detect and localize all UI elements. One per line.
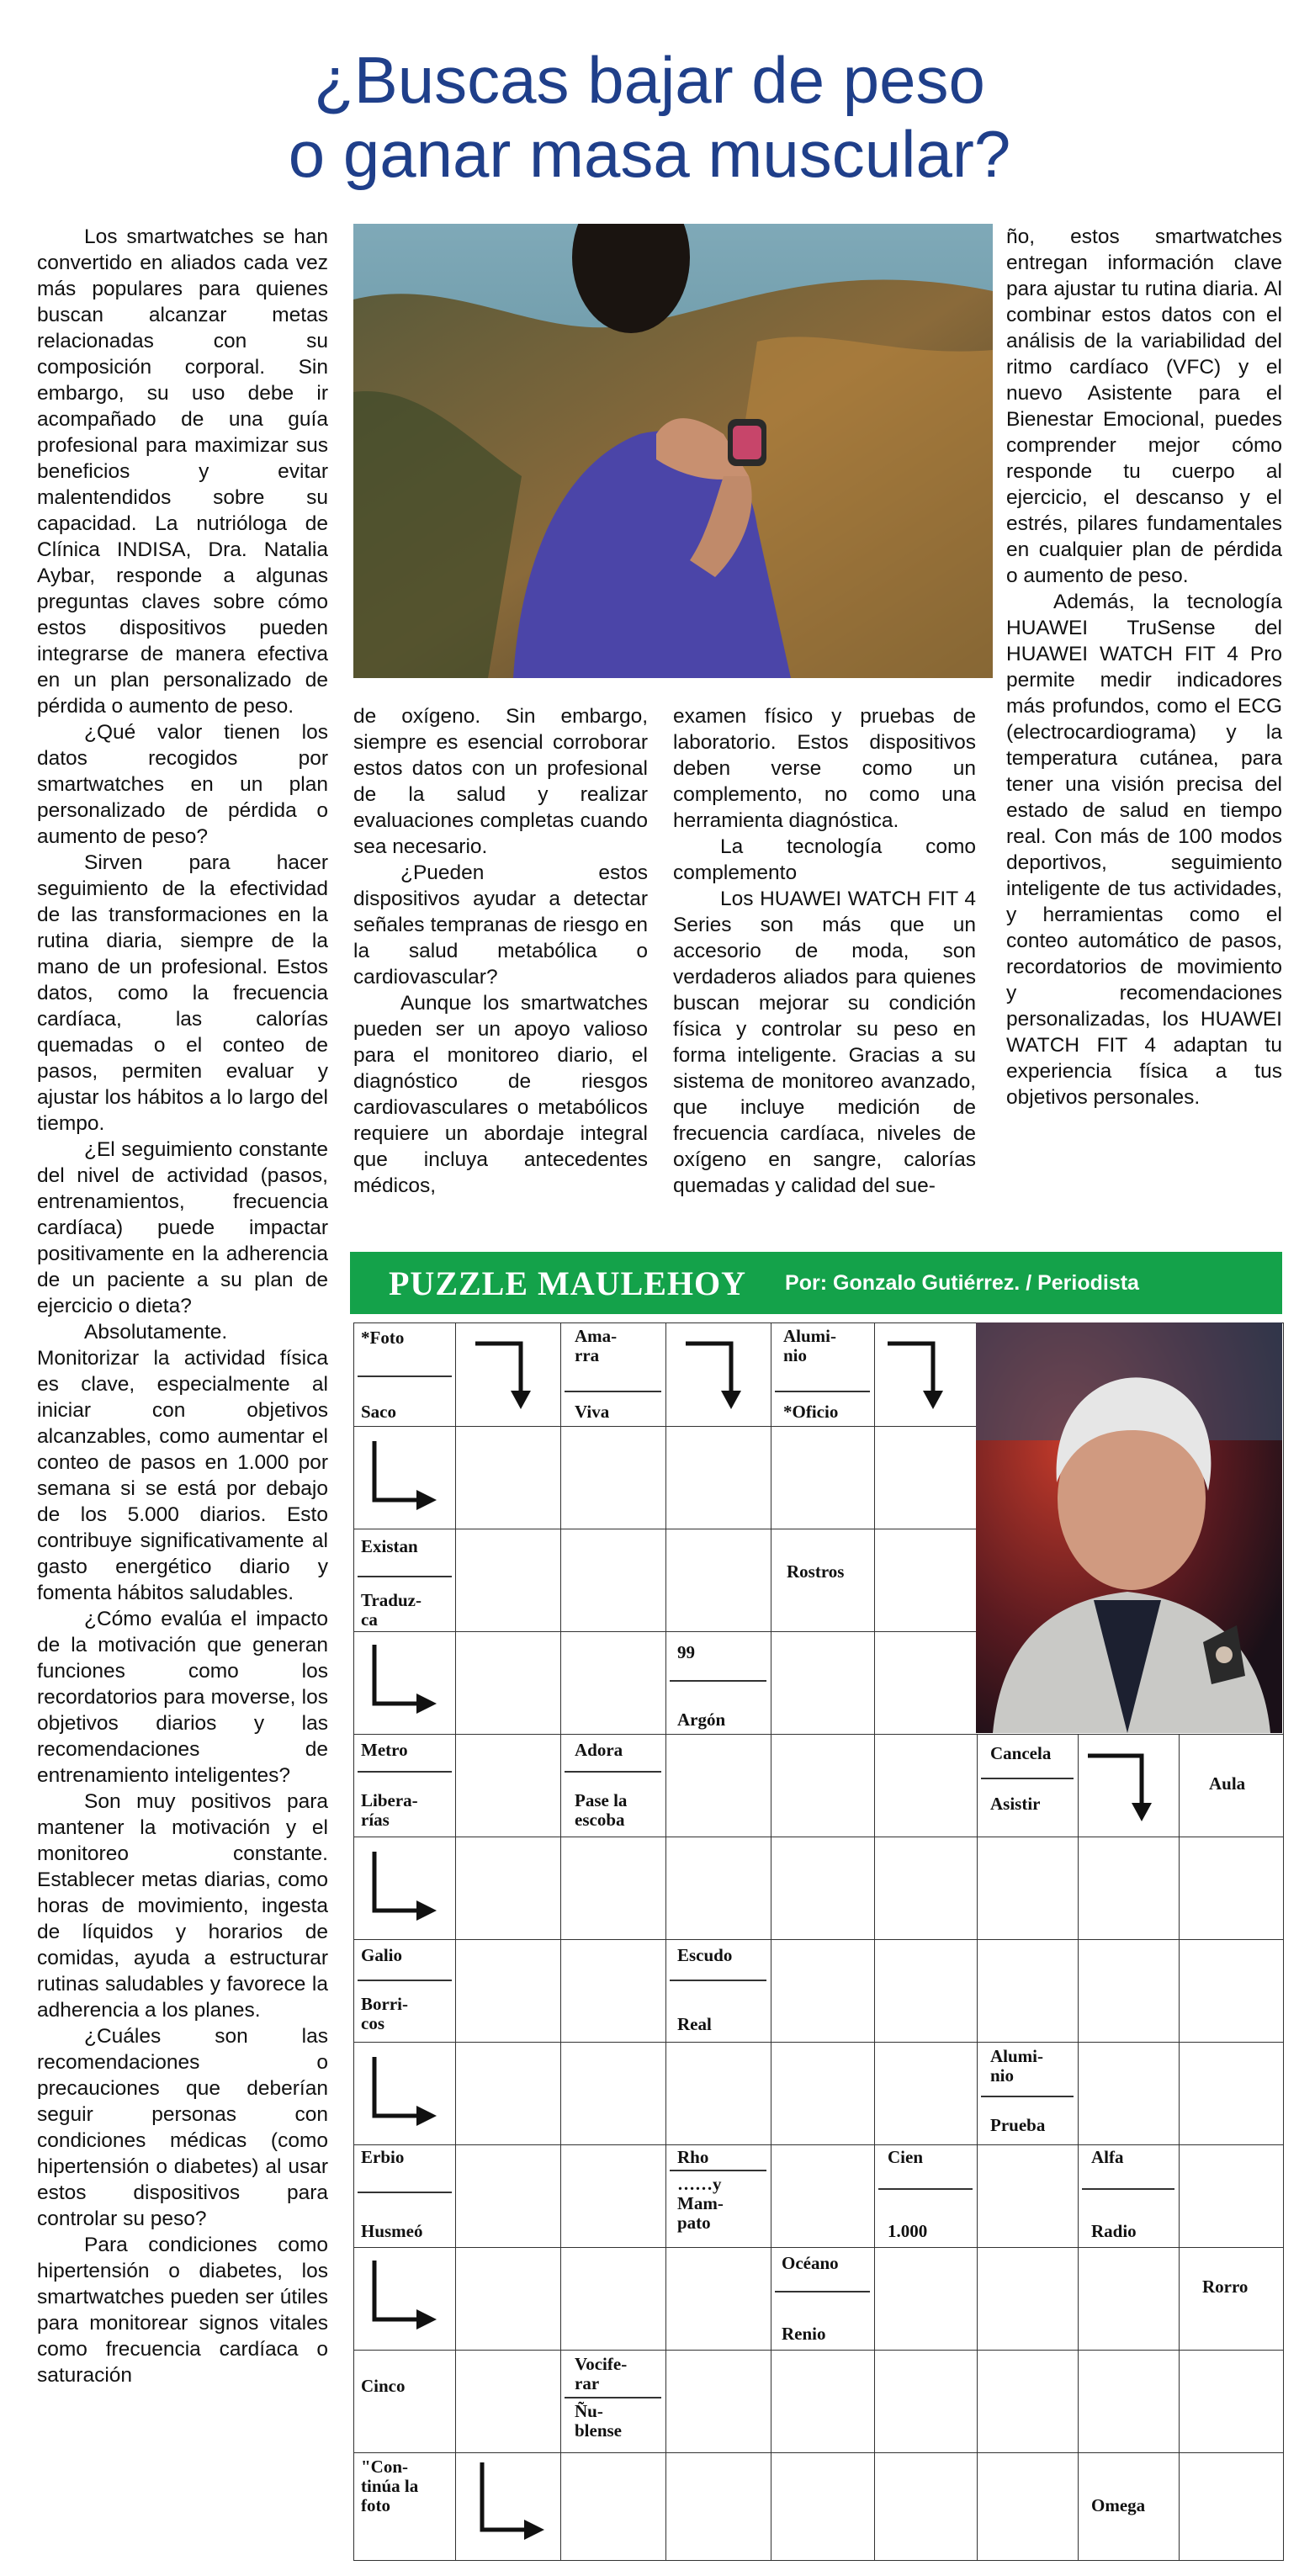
paragraph: Los HUAWEI WATCH FIT 4 Series son más que un accesorio de moda, son verdaderos aliados para quienes buscan mejorar su condición física y controlar su peso en forma inteligente. Gracias a su sistema de monitoreo avanzado, que incluye medición de frecuencia cardíaca, niveles de oxígeno en sangre, calorías quemadas y calidad del sue-: [673, 888, 976, 1197]
clue-galio: Galio: [361, 1945, 403, 1965]
arrow-down-right-icon: [470, 2459, 554, 2552]
clue-rorro: Rorro: [1202, 2277, 1249, 2297]
paragraph: Absolutamente. Monitorizar la actividad física es clave, especialmente al iniciar con objetivos alcanzables, como aumentar el conteo de pasos en 1.000 por semana si se está por debajo de los 5.000 diarios. Esto contribuye significativamente al gasto energético diario y fomenta hábitos saludables.: [37, 1321, 328, 1604]
question: ¿Cuáles son las recomendaciones o precauciones que deberían seguir personas con condiciones médicas (como hipertensión o diabetes) al usar estos dispositivos para controlar su peso?: [37, 2025, 328, 2230]
clue-borricos: Borri- cos: [361, 1994, 408, 2033]
question: ¿Cómo evalúa el impacto de la motivación que generan funciones como los recordatorios para moverse, los objetivos diarios y las recomendaciones de entrenamiento inteligentes?: [37, 1608, 328, 1787]
arrow-right-down-icon: [472, 1332, 548, 1416]
clue-metro: Metro: [361, 1740, 408, 1760]
arrow-down-right-icon: [363, 1641, 447, 1725]
clue-vociferar: Vocife- rar: [575, 2354, 628, 2393]
clue-escudo: Escudo: [677, 1945, 733, 1965]
clue-viva: Viva: [575, 1402, 610, 1422]
clue-liberarias: Libera- rías: [361, 1790, 418, 1830]
clue-argon: Argón: [677, 1709, 726, 1730]
photo-illustration: [353, 224, 993, 678]
question: ¿El seguimiento constante del nivel de actividad (pasos, entrenamientos, frecuencia cardíaca) puede impactar positivamente en la adherencia de un paciente a su plan de ejercicio o dieta?: [37, 1138, 328, 1317]
author-portrait: [976, 1322, 1282, 1733]
question: ¿Qué valor tienen los datos recogidos por smartwatches en un plan personalizado de pérdida o aumento de peso?: [37, 721, 328, 848]
puzzle-banner: [350, 1252, 1282, 1314]
clue-traduzca: Traduz- ca: [361, 1590, 422, 1630]
paragraph: Sirven para hacer seguimiento de la efectividad de las transformaciones en la rutina diaria, siempre de la mano de un profesional. Estos datos, como la frecuencia cardíaca, las calorías quemadas o el conteo de pasos, permiten evaluar y ajustar los hábitos a lo largo del tiempo.: [37, 851, 328, 1135]
clue-aula: Aula: [1209, 1773, 1246, 1794]
article-column-4: [1006, 224, 1282, 1110]
clue-real: Real: [677, 2014, 712, 2034]
paragraph: Para condiciones como hipertensión o diabetes, los smartwatches pueden ser útiles para monitorear signos vitales como frecuencia cardíaca o saturación: [37, 2234, 328, 2387]
clue-alfa: Alfa: [1091, 2147, 1124, 2167]
puzzle-byline: Por: Gonzalo Gutiérrez. / Periodista: [785, 1270, 1139, 1295]
question: ¿Pueden estos dispositivos ayudar a detectar señales tempranas de riesgo en la salud metabólica o cardiovascular?: [353, 861, 648, 989]
clue-erbio: Erbio: [361, 2147, 405, 2167]
paragraph: examen físico y pruebas de laboratorio. Estos dispositivos deben verse como un complemento, no como una herramienta diagnóstica.: [673, 705, 976, 832]
paragraph: Aunque los smartwatches pueden ser un apoyo valioso para el monitoreo diario, el diagnóstico de riesgos cardiovasculares o metabólicos requiere un abordaje integral que incluya antecedentes médicos,: [353, 992, 648, 1197]
clue-rostros: Rostros: [787, 1561, 845, 1582]
paragraph: Además, la tecnología HUAWEI TruSense del HUAWEI WATCH FIT 4 Pro permite medir indicadores más profundos, como el ECG (electrocardiograma) y la temperatura cutánea, para tener una visión precisa del estado de salud en tiempo real. Con más de 100 modos deportivos, seguimiento inteligente de tus actividades, y herramientas como el conteo automático de pasos, recordatorios de movimiento y recomendaciones personalizadas, los HUAWEI WATCH FIT 4 adaptan tu experiencia física a tus objetivos personales.: [1006, 591, 1282, 1109]
clue-cinco: Cinco: [361, 2376, 406, 2396]
clue-foto: *Foto: [361, 1328, 405, 1348]
clue-radio: Radio: [1091, 2221, 1137, 2241]
clue-prueba: Prueba: [990, 2115, 1046, 2135]
clue-renio: Renio: [782, 2324, 826, 2344]
clue-oficio: *Oficio: [783, 1402, 839, 1422]
paragraph: ño, estos smartwatches entregan información clave para ajustar tu rutina diaria. Al combinar estos datos con el análisis de la variabilidad del ritmo cardíaco (VFC) y el nuevo Asistente para el Bienestar Emocional, puedes comprender mejor cómo responde tu cuerpo al ejercicio, el descanso y el estrés, pilares fundamentales en cualquier plan de pérdida o aumento de peso.: [1006, 225, 1282, 587]
portrait-illustration: [976, 1322, 1282, 1733]
arrow-down-right-icon: [363, 1848, 447, 1932]
arrow-right-down-icon: [1084, 1744, 1177, 1828]
arrow-down-right-icon: [363, 2257, 447, 2341]
headline-line-2: o ganar masa muscular?: [288, 117, 1011, 191]
arrow-right-down-icon: [682, 1332, 758, 1416]
subheading: La tecnología como complemento: [673, 835, 976, 884]
clue-nublense: Ñu- blense: [575, 2401, 623, 2441]
article-column-1: [37, 224, 328, 2388]
clue-cien: Cien: [888, 2147, 923, 2167]
clue-aluminio-top: Alumi- nio: [783, 1326, 836, 1365]
headline-line-1: ¿Buscas bajar de peso: [314, 43, 985, 117]
arrow-down-right-icon: [363, 2054, 447, 2138]
paragraph: Son muy positivos para mantener la motivación y el monitoreo constante. Establecer metas diarias, como horas de movimiento, ingesta de líquidos y horarios de comidas, ayuda a estructurar rutinas saludables y favorece la adherencia a los planes.: [37, 1790, 328, 2022]
clue-aluminio-mid: Alumi- nio: [990, 2046, 1043, 2086]
puzzle-title: PUZZLE MAULEHOY: [389, 1264, 747, 1302]
clue-cancela: Cancela: [990, 1743, 1052, 1763]
arrow-right-down-icon: [884, 1332, 968, 1416]
smartwatch-photo: [353, 224, 993, 678]
clue-asistir: Asistir: [990, 1794, 1041, 1814]
clue-husmeo: Husmeó: [361, 2221, 423, 2241]
clue-adora: Adora: [575, 1740, 623, 1760]
clue-omega: Omega: [1091, 2495, 1146, 2515]
clue-oceano: Océano: [782, 2253, 839, 2273]
clue-rho: Rho: [677, 2147, 709, 2167]
clue-amarra: Ama- rra: [575, 1326, 618, 1365]
clue-y-mampato: ……y Mam- pato: [677, 2174, 724, 2233]
clue-99: 99: [677, 1642, 695, 1662]
paragraph: de oxígeno. Sin embargo, siempre es esencial corroborar estos datos con un profesional de la salud y realizar evaluaciones completas cuando sea necesario.: [353, 705, 648, 858]
clue-pase-escoba: Pase la escoba: [575, 1790, 628, 1830]
clue-existan: Existan: [361, 1536, 418, 1556]
clue-1000: 1.000: [888, 2221, 928, 2241]
clue-continua-foto: "Con- tinúa la foto: [361, 2457, 419, 2515]
article-column-3: [673, 703, 976, 1199]
arrow-down-right-icon: [363, 1438, 447, 1522]
clue-saco: Saco: [361, 1402, 396, 1422]
article-column-2: [353, 703, 648, 1199]
paragraph: Los smartwatches se han convertido en aliados cada vez más populares para quienes buscan alcanzar metas relacionadas con su composición corporal. Sin embargo, su uso debe ir acompañado de una guía profesional para maximizar sus beneficios y evitar malentendidos sobre su capacidad. La nutrióloga de Clínica INDISA, Dra. Natalia Aybar, responde a algunas preguntas claves sobre cómo estos dispositivos pueden integrarse de manera efectiva en un plan personalizado de pérdida o aumento de peso.: [37, 225, 328, 718]
